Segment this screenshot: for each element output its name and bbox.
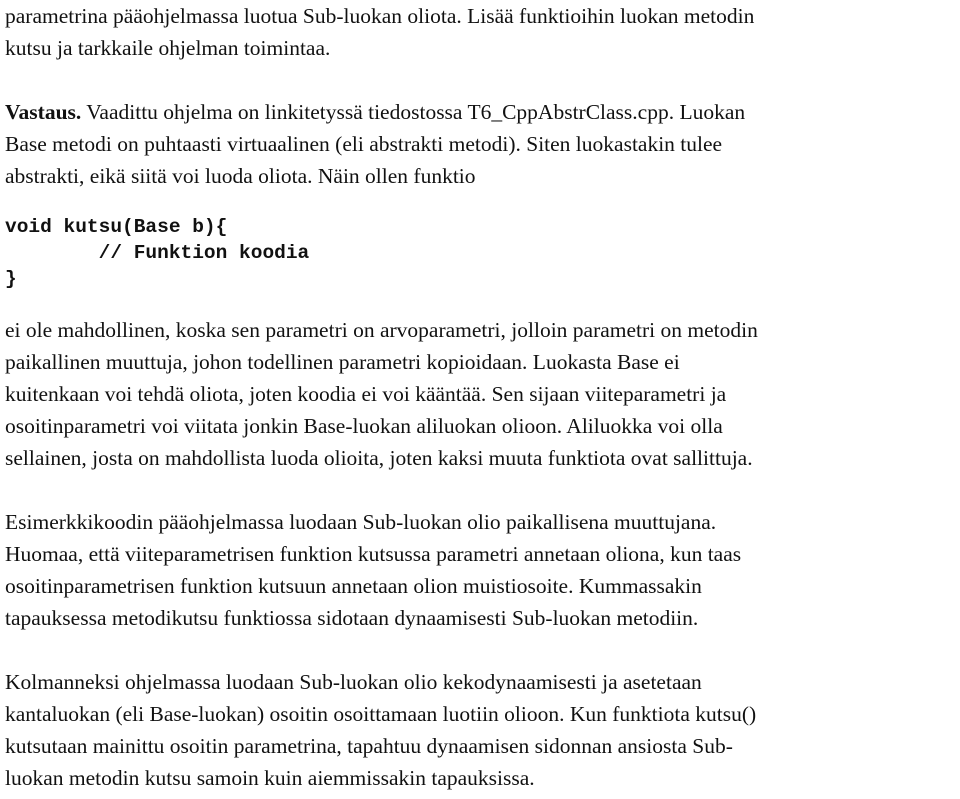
code-sample [5, 214, 957, 292]
paragraph-spacer [5, 192, 957, 214]
text-line: ei ole mahdollinen, koska sen parametri on arvoparametri, jolloin parametri on metodin [5, 318, 758, 342]
paragraph-spacer [5, 292, 957, 314]
text-line: luokan metodin kutsu samoin kuin aiemmissakin tapauksissa. [5, 766, 535, 790]
text-line: kutsu ja tarkkaile ohjelman toimintaa. [5, 36, 331, 60]
text-line: parametrina pääohjelmassa luotua Sub-luokan oliota. Lisää funktioihin luokan metodin [5, 4, 755, 28]
example-paragraph [5, 506, 957, 634]
text-line: kutsutaan mainittu osoitin parametrina, tapahtuu dynaamisen sidonnan ansiosta Sub- [5, 734, 733, 758]
document-page [5, 0, 957, 794]
code-line: // Funktion koodia [5, 242, 310, 264]
paragraph-spacer [5, 64, 957, 96]
answer-label: Vastaus. [5, 100, 82, 124]
text-line: kuitenkaan voi tehdä oliota, joten koodia ei voi kääntää. Sen sijaan viiteparametri ja [5, 382, 727, 406]
text-line: sellainen, josta on mahdollista luoda olioita, joten kaksi muuta funktiota ovat sallittuja. [5, 446, 753, 470]
text-line: Huomaa, että viiteparametrisen funktion kutsussa parametri annetaan oliona, kun taas [5, 542, 742, 566]
code-line: void kutsu(Base b){ [5, 216, 228, 238]
text-line: Esimerkkikoodin pääohjelmassa luodaan Sub-luokan olio paikallisena muuttujana. [5, 510, 717, 534]
text-line: paikallinen muuttuja, johon todellinen parametri kopioidaan. Luokasta Base ei [5, 350, 680, 374]
text-line: Base metodi on puhtaasti virtuaalinen (eli abstrakti metodi). Siten luokastakin tulee [5, 132, 723, 156]
intro-paragraph [5, 0, 957, 64]
text-line: abstrakti, eikä siitä voi luoda oliota. Näin ollen funktio [5, 164, 476, 188]
code-line: } [5, 268, 17, 290]
third-paragraph [5, 666, 957, 794]
text-line [5, 96, 957, 128]
answer-line-rest: Vaadittu ohjelma on linkitetyssä tiedostossa T6_CppAbstrClass.cpp. Luokan [81, 100, 746, 124]
text-line: osoitinparametrisen funktion kutsuun annetaan olion muistiosoite. Kummassakin [5, 574, 702, 598]
paragraph-spacer [5, 634, 957, 666]
text-line: osoitinparametri voi viitata jonkin Base-luokan aliluokan olioon. Aliluokka voi olla [5, 414, 723, 438]
paragraph-spacer [5, 474, 957, 506]
explanation-paragraph [5, 314, 957, 474]
answer-paragraph [5, 96, 957, 192]
text-line: kantaluokan (eli Base-luokan) osoitin osoittamaan luotiin olioon. Kun funktiota kutsu() [5, 702, 757, 726]
text-line: Kolmanneksi ohjelmassa luodaan Sub-luokan olio kekodynaamisesti ja asetetaan [5, 670, 702, 694]
text-line: tapauksessa metodikutsu funktiossa sidotaan dynaamisesti Sub-luokan metodiin. [5, 606, 699, 630]
